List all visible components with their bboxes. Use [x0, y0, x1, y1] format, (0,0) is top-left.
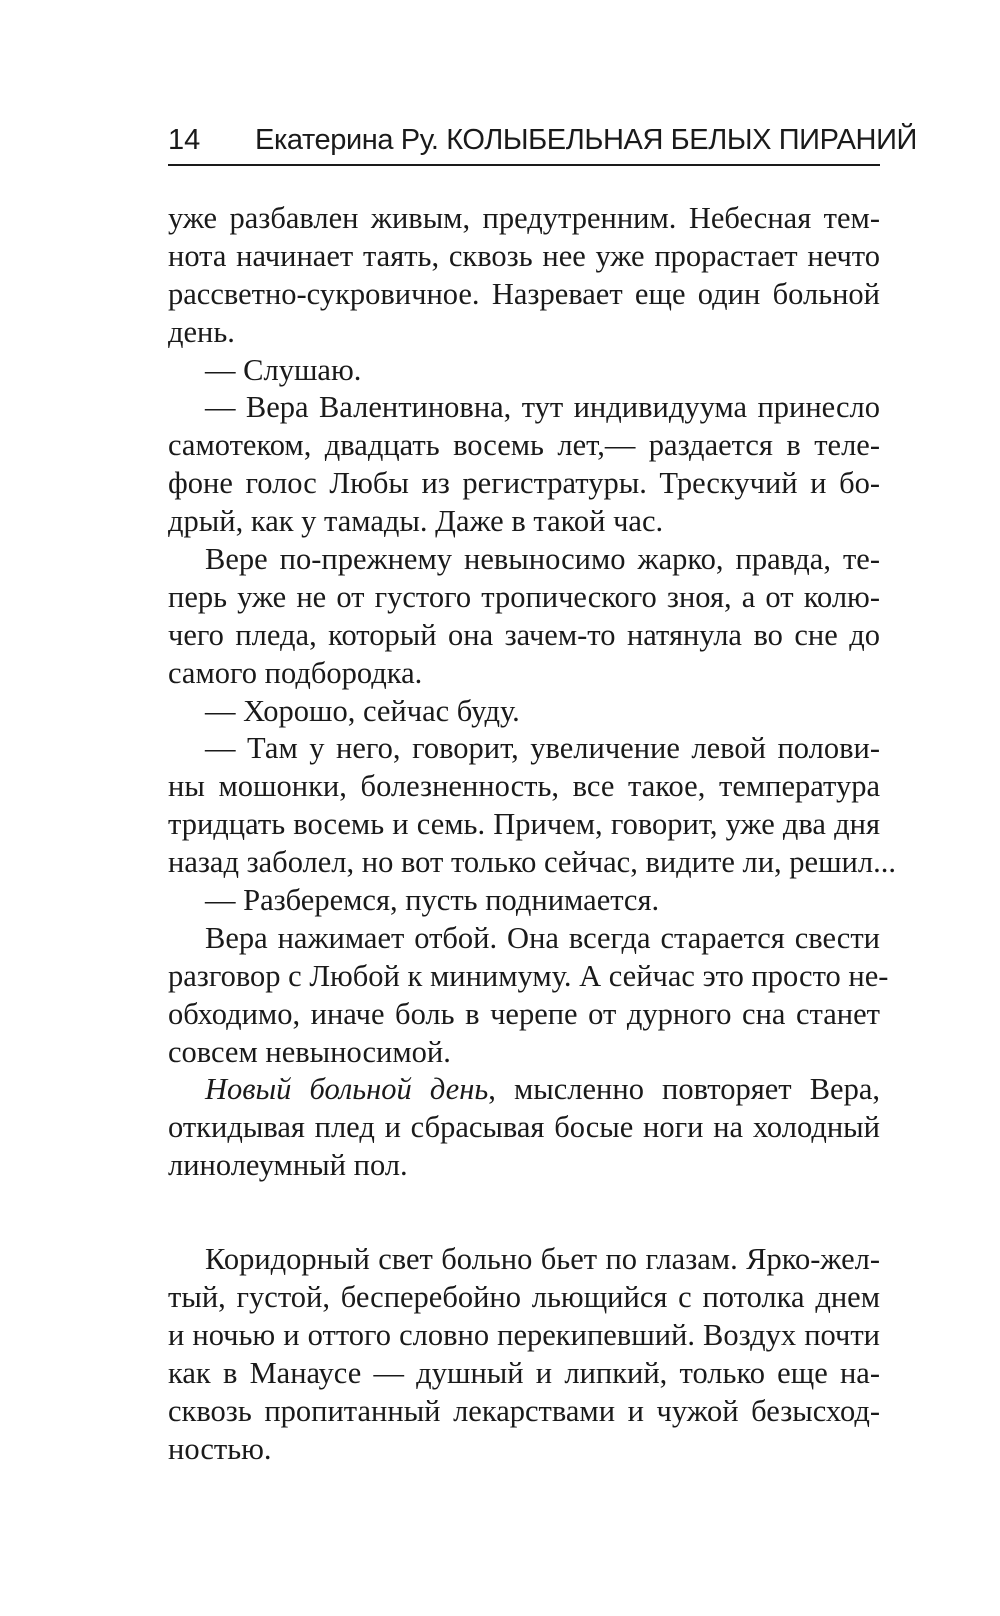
text-line: ны мошонки, болезненность, все такое, температура [168, 769, 880, 804]
text-line: откидывая плед и сбрасывая босые ноги на холодный [168, 1110, 880, 1145]
text-line: ностью. [168, 1431, 272, 1466]
text-line: разговор с Любой к минимуму. А сейчас это просто не- [168, 958, 889, 993]
text-line: самого подбородка. [168, 655, 423, 690]
text-line: фоне голос Любы из регистратуры. Трескучий и бо- [168, 466, 880, 501]
text-line: рассветно-сукровичное. Назревает еще один больной [168, 276, 880, 311]
text-line: перь уже не от густого тропического зноя, а от колю- [168, 579, 880, 614]
text-line: как в Манаусе — душный и липкий, только еще на- [168, 1355, 880, 1390]
text-line [168, 1071, 880, 1109]
text-line: обходимо, иначе боль в черепе от дурного сна станет [168, 996, 880, 1031]
text-line-continuation: , мысленно повторяет Вера, [488, 1072, 880, 1107]
running-header [168, 124, 917, 166]
text-line: и ночью и оттого словно перекипевший. Воздух почти [168, 1317, 880, 1352]
text-line: дрый, как у тамады. Даже в такой час. [168, 504, 664, 539]
text-line: тридцать восемь и семь. Причем, говорит, уже два дня [168, 807, 880, 842]
page-number: 14 [168, 124, 201, 156]
text-line: Вере по-прежнему невыносимо жарко, правда, те- [205, 542, 880, 577]
body-text [168, 200, 896, 1469]
text-line: тый, густой, бесперебойно льющийся с потолка днем [168, 1280, 880, 1315]
text-line: совсем невыносимой. [168, 1034, 451, 1069]
text-line: — Вера Валентиновна, тут индивидуума принесло [205, 390, 880, 425]
text-line: самотеком, двадцать восемь лет,— раздается в теле- [168, 428, 880, 463]
running-title: Екатерина Ру. КОЛЫБЕЛЬНАЯ БЕЛЫХ ПИРАНИЙ [255, 124, 917, 156]
text-line: назад заболел, но вот только сейчас, видите ли, решил... [168, 845, 896, 880]
text-line: — Там у него, говорит, увеличение левой полови- [205, 731, 880, 766]
text-line: Коридорный свет больно бьет по глазам. Ярко-жел- [205, 1242, 880, 1277]
text-line: линолеумный пол. [168, 1148, 408, 1183]
text-line: чего пледа, который она зачем-то натянула во сне до [168, 617, 880, 652]
text-line: сквозь пропитанный лекарствами и чужой безысход- [168, 1393, 880, 1428]
section-break [168, 1185, 880, 1241]
text-line: уже разбавлен живым, предутренним. Небесная тем- [168, 201, 880, 235]
text-line: — Хорошо, сейчас буду. [205, 693, 520, 728]
text-line: нота начинает таять, сквозь нее уже прорастает нечто [168, 238, 880, 273]
text-line: Вера нажимает отбой. Она всегда старается свести [205, 920, 880, 955]
italic-phrase: Новый больной день [205, 1072, 489, 1107]
text-line: — Слушаю. [205, 352, 362, 387]
text-line: день. [168, 314, 235, 349]
text-line: — Разберемся, пусть поднимается. [205, 883, 660, 918]
